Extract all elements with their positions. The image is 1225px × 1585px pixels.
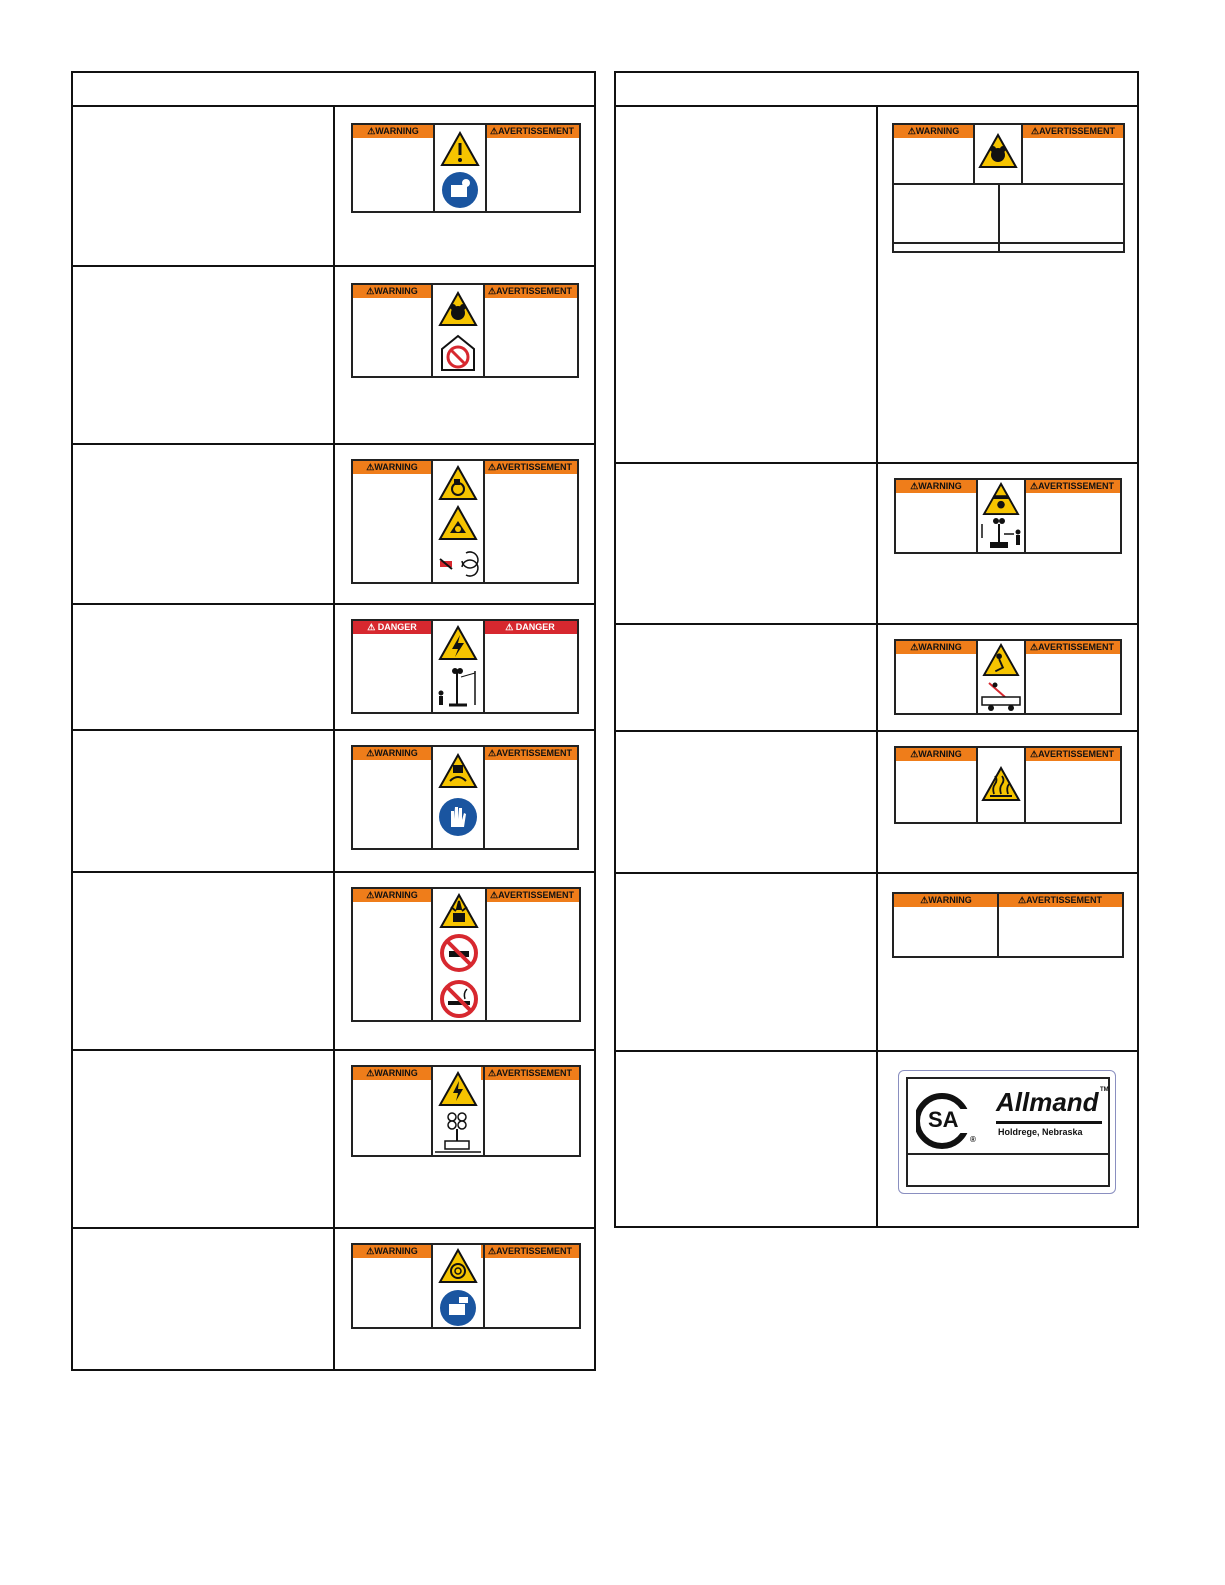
warning-triangle-icon: ⚠ <box>367 126 376 136</box>
decal-row-battery <box>73 873 594 1051</box>
avertissement-label: AVERTISSEMENT <box>496 286 572 296</box>
warning-label: WARNING <box>374 286 418 296</box>
warning-label: WARNING <box>374 748 418 758</box>
no-indoor-operation-icon <box>438 333 478 373</box>
decal-exhaust-gas <box>351 283 579 378</box>
warning-triangle-icon: ⚠ <box>1030 642 1039 652</box>
explosion-hazard-icon <box>439 893 479 929</box>
warning-label: WARNING <box>374 1068 418 1078</box>
avertissement-label: AVERTISSEMENT <box>498 890 574 900</box>
allmand-logo-text: Allmand <box>996 1087 1099 1117</box>
decal-exhaust-info <box>892 123 1125 253</box>
no-sparks-icon <box>439 933 479 973</box>
decal-no-riding <box>894 639 1122 715</box>
decal-row-fan-manual <box>73 1229 594 1369</box>
overhead-power-line-icon <box>433 665 483 709</box>
decal-description <box>73 445 335 603</box>
decal-description <box>616 625 878 730</box>
decal-mast-electrical <box>351 1065 581 1157</box>
avertissement-label: AVERTISSEMENT <box>1039 126 1115 136</box>
warning-label: WARNING <box>375 126 419 136</box>
decal-description <box>616 1052 878 1226</box>
warning-triangle-icon: ⚠ <box>366 1246 375 1256</box>
crush-hazard-icon <box>982 482 1020 516</box>
decal-fan-manual <box>351 1243 581 1329</box>
warning-label: WARNING <box>918 481 962 491</box>
hot-surface-icon <box>981 766 1021 802</box>
decal-row-certification <box>616 1052 1137 1226</box>
decal-row-no-riding <box>616 625 1137 732</box>
avertissement-label: AVERTISSEMENT <box>496 1068 572 1078</box>
warning-triangle-icon: ⚠ <box>490 126 499 136</box>
decal-description <box>616 732 878 872</box>
light-tower-icon <box>433 1111 483 1155</box>
danger-triangle-icon: ⚠ <box>367 622 378 632</box>
left-table-header <box>73 73 594 107</box>
warning-label: WARNING <box>374 462 418 472</box>
warning-triangle-icon: ⚠ <box>910 642 919 652</box>
wear-gloves-icon <box>438 797 478 837</box>
avertissement-label: AVERTISSEMENT <box>496 462 572 472</box>
danger-label: DANGER <box>515 622 555 632</box>
warning-triangle-icon: ⚠ <box>490 890 499 900</box>
avertissement-label: AVERTISSEMENT <box>1038 642 1114 652</box>
warning-label: WARNING <box>374 890 418 900</box>
decal-description <box>73 605 335 729</box>
decal-row-rotating-parts <box>73 445 594 605</box>
warning-triangle-icon: ⚠ <box>488 286 497 296</box>
mast-clearance-icon <box>978 516 1024 552</box>
right-decal-table <box>614 71 1139 1228</box>
decal-row-mast-electrical <box>73 1051 594 1229</box>
read-manual-icon <box>439 1289 477 1327</box>
rotation-stop-icon <box>436 549 480 579</box>
decal-row-text-warning <box>616 874 1137 1052</box>
avertissement-label: AVERTISSEMENT <box>496 748 572 758</box>
decal-description <box>73 873 335 1049</box>
warning-triangle-icon: ⚠ <box>1018 895 1027 905</box>
avertissement-label: AVERTISSEMENT <box>1026 895 1102 905</box>
decal-description <box>616 107 878 462</box>
decal-description <box>73 107 335 265</box>
toxic-fumes-icon <box>978 133 1018 169</box>
warning-triangle-icon: ⚠ <box>1031 126 1040 136</box>
decal-row-exhaust-info <box>616 107 1137 464</box>
registered-mark: ® <box>970 1135 976 1144</box>
avertissement-label: AVERTISSEMENT <box>1038 481 1114 491</box>
decal-row-electrocution <box>73 605 594 731</box>
entanglement-hazard-icon <box>438 465 478 501</box>
avertissement-label: AVERTISSEMENT <box>496 1246 572 1256</box>
decal-row-read-manual <box>73 107 594 267</box>
trademark-mark: TM <box>1100 1087 1109 1093</box>
decal-mast-crush <box>894 478 1122 554</box>
avertissement-label: AVERTISSEMENT <box>498 126 574 136</box>
decal-rotating-parts <box>351 459 579 584</box>
allmand-csa-nameplate <box>898 1070 1116 1194</box>
danger-label: DANGER <box>377 622 417 632</box>
warning-label: WARNING <box>918 642 962 652</box>
decal-read-manual <box>351 123 581 213</box>
warning-triangle-icon: ⚠ <box>488 462 497 472</box>
warning-triangle-icon: ⚠ <box>366 890 375 900</box>
fan-blade-hazard-icon <box>438 505 478 541</box>
decal-description <box>616 464 878 623</box>
warning-triangle-icon: ⚠ <box>488 1246 497 1256</box>
decal-text-warning <box>892 892 1124 958</box>
danger-triangle-icon: ⚠ <box>505 622 516 632</box>
warning-triangle-icon: ⚠ <box>366 1068 375 1078</box>
warning-label: WARNING <box>928 895 972 905</box>
decal-row-hot-surface <box>616 732 1137 874</box>
warning-triangle-icon: ⚠ <box>910 749 919 759</box>
decal-description <box>73 731 335 871</box>
warning-triangle-icon: ⚠ <box>366 748 375 758</box>
warning-triangle-icon: ⚠ <box>1030 749 1039 759</box>
warning-triangle-icon: ⚠ <box>907 126 916 136</box>
toxic-fumes-icon <box>438 291 478 327</box>
warning-label: WARNING <box>918 749 962 759</box>
decal-battery-explosion <box>351 887 581 1022</box>
warning-triangle-icon: ⚠ <box>366 286 375 296</box>
avertissement-label: AVERTISSEMENT <box>1038 749 1114 759</box>
warning-label: WARNING <box>374 1246 418 1256</box>
pressurized-fluid-icon <box>438 753 478 789</box>
csa-mark-text: SA <box>928 1107 959 1132</box>
no-smoking-icon <box>439 979 479 1019</box>
no-riding-trailer-icon <box>979 679 1023 713</box>
warning-triangle-icon: ⚠ <box>366 462 375 472</box>
decal-row-exhaust <box>73 267 594 445</box>
decal-description <box>73 267 335 443</box>
decal-description <box>73 1229 335 1369</box>
brand-location: Holdrege, Nebraska <box>998 1127 1083 1137</box>
decal-electrocution-danger <box>351 619 579 714</box>
warning-triangle-icon: ⚠ <box>1030 481 1039 491</box>
electric-shock-icon <box>438 625 478 661</box>
warning-triangle-icon: ⚠ <box>488 748 497 758</box>
right-table-header <box>616 73 1137 107</box>
decal-row-mast-crush <box>616 464 1137 625</box>
warning-triangle-icon: ⚠ <box>920 895 929 905</box>
fall-hazard-icon <box>982 643 1020 677</box>
warning-triangle-icon: ⚠ <box>488 1068 497 1078</box>
read-manual-icon <box>441 171 479 209</box>
left-decal-table <box>71 71 596 1371</box>
decal-hot-surface <box>894 746 1122 824</box>
decal-description <box>73 1051 335 1227</box>
warning-label: WARNING <box>915 126 960 136</box>
decal-hot-coolant <box>351 745 579 850</box>
decal-row-hot-coolant <box>73 731 594 873</box>
rotating-fan-hazard-icon <box>438 1248 478 1284</box>
warning-triangle-icon: ⚠ <box>910 481 919 491</box>
decal-description <box>616 874 878 1050</box>
general-hazard-icon <box>440 131 480 167</box>
electrical-hazard-icon <box>438 1071 478 1107</box>
